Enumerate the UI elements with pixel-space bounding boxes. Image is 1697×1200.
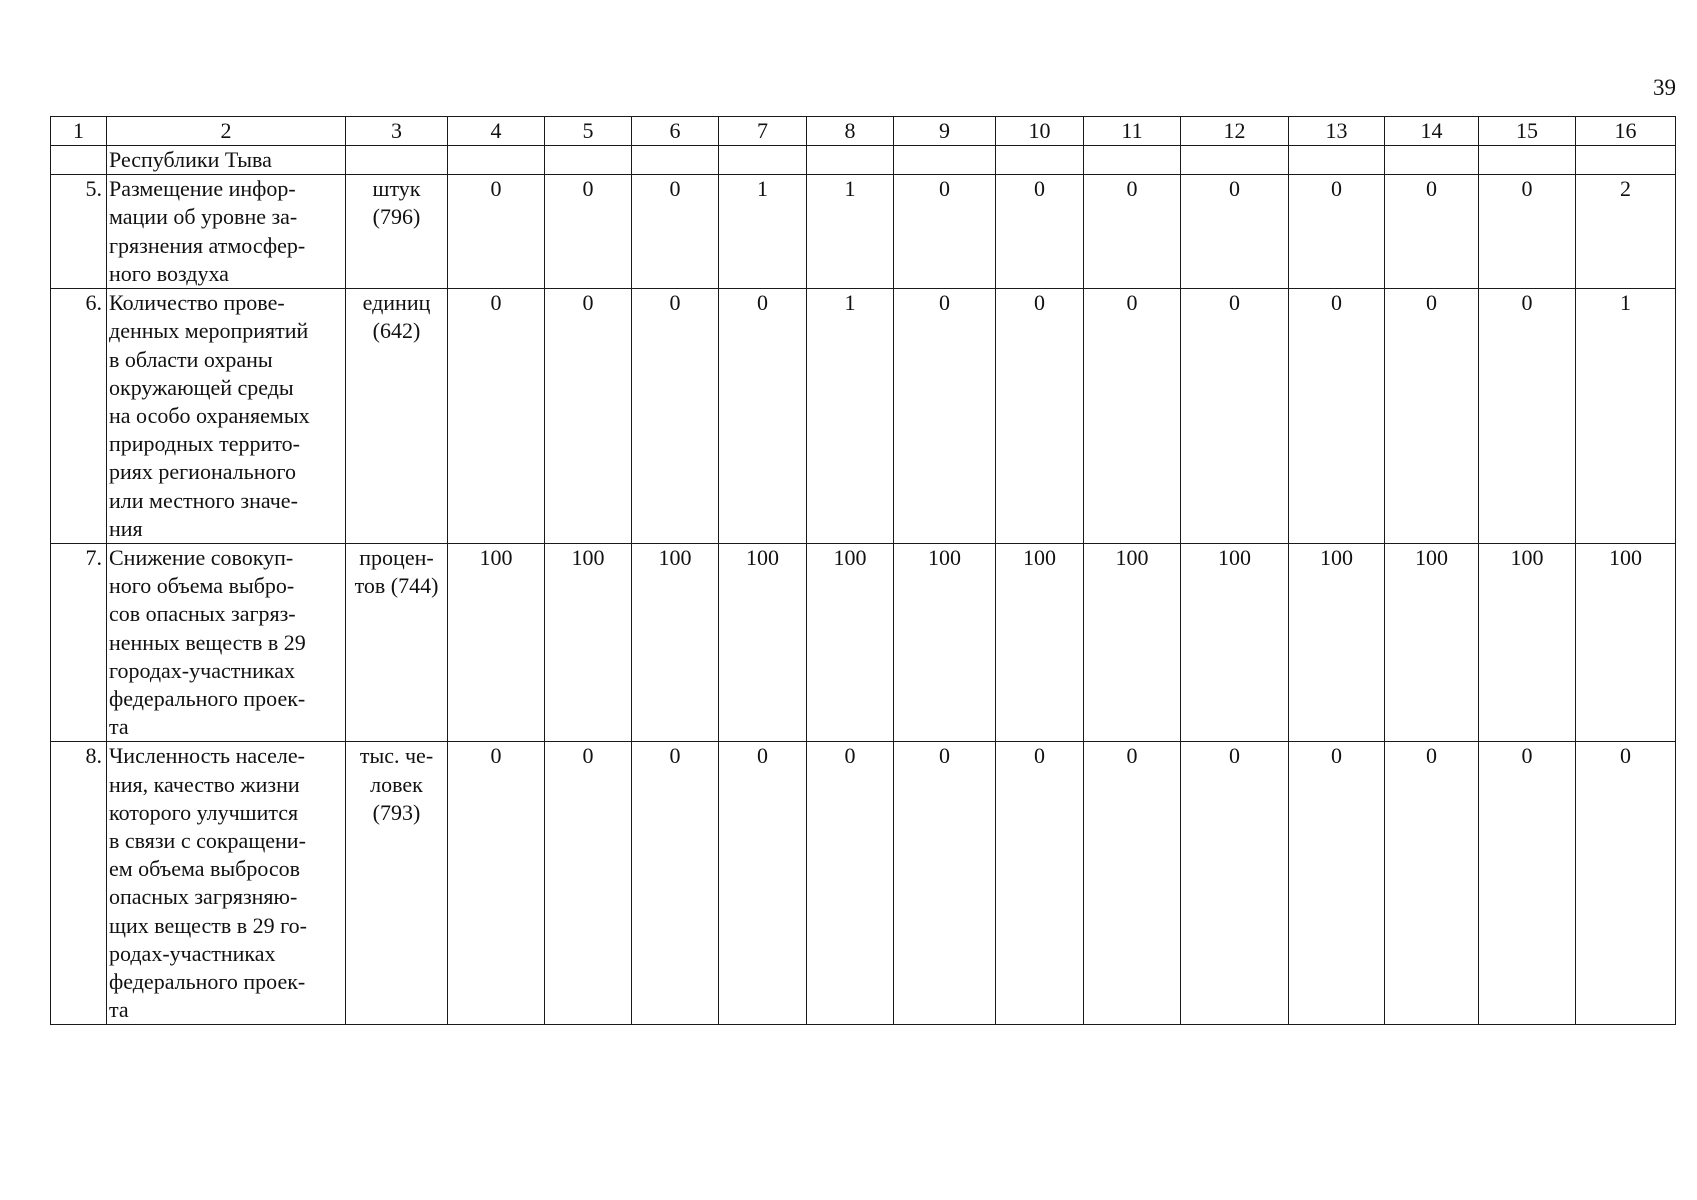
value-cell: 0: [1181, 175, 1289, 289]
value-cell: 2: [1576, 175, 1676, 289]
row-number-cell: [51, 146, 107, 175]
unit-line: единиц: [362, 290, 431, 316]
value-cell: [894, 146, 996, 175]
value-cell: 0: [1084, 742, 1181, 1025]
column-header-11: 11: [1084, 117, 1181, 146]
column-header-4: 4: [448, 117, 545, 146]
unit-line: (793): [372, 799, 421, 825]
unit-line: (642): [372, 318, 421, 344]
value-cell: 100: [996, 544, 1084, 742]
value-cell: 0: [1479, 175, 1576, 289]
value-cell: 1: [807, 175, 894, 289]
indicator-name-cell: [107, 544, 346, 742]
value-cell: 0: [1385, 742, 1479, 1025]
indicator-name-line: окружающей среды: [109, 374, 294, 400]
indicator-name-line: в связи с сокращени-: [109, 828, 306, 854]
value-cell: 0: [996, 742, 1084, 1025]
value-cell: 0: [1479, 289, 1576, 544]
indicator-name-line: которого улучшится: [109, 799, 299, 825]
indicator-row: [51, 544, 1676, 742]
value-cell: 0: [1084, 289, 1181, 544]
value-cell: 0: [807, 742, 894, 1025]
value-cell: 0: [1385, 175, 1479, 289]
value-cell: 0: [1479, 742, 1576, 1025]
indicator-name-line: та: [109, 714, 129, 740]
value-cell: 0: [1385, 289, 1479, 544]
value-cell: 100: [1385, 544, 1479, 742]
value-cell: 0: [448, 742, 545, 1025]
indicator-name-cell: [107, 289, 346, 544]
value-cell: 100: [632, 544, 719, 742]
column-header-2: 2: [107, 117, 346, 146]
indicator-name-line: городах-участниках: [109, 657, 296, 683]
value-cell: [448, 146, 545, 175]
column-header-9: 9: [894, 117, 996, 146]
column-header-3: 3: [346, 117, 448, 146]
value-cell: 100: [807, 544, 894, 742]
indicator-name-line: ного объема выбро-: [109, 573, 295, 599]
indicator-name-line: Снижение совокуп-: [109, 545, 294, 571]
value-cell: 100: [448, 544, 545, 742]
column-header-14: 14: [1385, 117, 1479, 146]
value-cell: 100: [545, 544, 632, 742]
value-cell: 0: [1576, 742, 1676, 1025]
value-cell: 0: [448, 289, 545, 544]
value-cell: 0: [1289, 175, 1385, 289]
indicator-name-line: родах-участниках: [109, 940, 276, 966]
value-cell: 1: [719, 175, 807, 289]
value-cell: [1084, 146, 1181, 175]
value-cell: 0: [894, 742, 996, 1025]
row-number-cell: 6.: [51, 289, 107, 544]
indicator-name-line: или местного значе-: [109, 487, 298, 513]
indicator-name-line: щих веществ в 29 го-: [109, 912, 307, 938]
value-cell: [1181, 146, 1289, 175]
value-cell: 100: [1084, 544, 1181, 742]
indicator-row: [51, 742, 1676, 1025]
value-cell: 100: [1576, 544, 1676, 742]
indicator-name-line: ния, качество жизни: [109, 771, 300, 797]
column-header-10: 10: [996, 117, 1084, 146]
indicator-name-line: мации об уровне за-: [109, 204, 298, 230]
value-cell: [719, 146, 807, 175]
unit-cell: [346, 544, 448, 742]
value-cell: [1479, 146, 1576, 175]
column-header-1: 1: [51, 117, 107, 146]
value-cell: 0: [1084, 175, 1181, 289]
value-cell: 0: [996, 175, 1084, 289]
column-header-7: 7: [719, 117, 807, 146]
value-cell: 0: [719, 289, 807, 544]
indicator-name-cell: [107, 742, 346, 1025]
value-cell: 0: [545, 289, 632, 544]
value-cell: 100: [719, 544, 807, 742]
value-cell: [545, 146, 632, 175]
column-header-5: 5: [545, 117, 632, 146]
value-cell: 0: [1289, 742, 1385, 1025]
value-cell: 0: [1181, 742, 1289, 1025]
value-cell: 100: [1181, 544, 1289, 742]
indicator-name-line: денных мероприятий: [109, 318, 309, 344]
unit-line: штук: [372, 176, 421, 202]
indicator-name-line: Республики Тыва: [109, 147, 272, 172]
indicator-row: [51, 175, 1676, 289]
value-cell: 100: [894, 544, 996, 742]
indicator-name-line: ного воздуха: [109, 260, 229, 286]
unit-cell: [346, 146, 448, 175]
continuation-row: [51, 146, 1676, 175]
column-header-6: 6: [632, 117, 719, 146]
indicator-name-line: на особо охраняемых: [109, 403, 310, 429]
unit-cell: [346, 175, 448, 289]
value-cell: 0: [632, 175, 719, 289]
indicator-name-line: опасных загрязняю-: [109, 884, 298, 910]
value-cell: 1: [807, 289, 894, 544]
value-cell: 0: [448, 175, 545, 289]
column-header-12: 12: [1181, 117, 1289, 146]
unit-line: тыс. че-: [359, 743, 434, 769]
indicator-row: [51, 289, 1676, 544]
value-cell: 100: [1479, 544, 1576, 742]
indicator-name-line: ем объема выбросов: [109, 856, 301, 882]
unit-cell: [346, 289, 448, 544]
value-cell: 0: [1181, 289, 1289, 544]
page-number: 39: [1653, 75, 1676, 100]
value-cell: [996, 146, 1084, 175]
indicator-name-line: грязнения атмосфер-: [109, 232, 306, 258]
column-number-row: [51, 117, 1676, 146]
indicator-table: [50, 116, 1676, 1025]
value-cell: 0: [545, 175, 632, 289]
unit-cell: [346, 742, 448, 1025]
value-cell: 0: [632, 289, 719, 544]
indicator-name-line: Размещение инфор-: [109, 176, 296, 202]
indicator-name-line: в области охраны: [109, 346, 273, 372]
value-cell: 0: [632, 742, 719, 1025]
value-cell: [1289, 146, 1385, 175]
value-cell: 0: [719, 742, 807, 1025]
column-header-8: 8: [807, 117, 894, 146]
indicator-name-line: Количество прове-: [109, 290, 285, 316]
indicator-name-line: та: [109, 997, 129, 1023]
value-cell: [1576, 146, 1676, 175]
value-cell: [1385, 146, 1479, 175]
indicator-name-cell: [107, 146, 346, 175]
value-cell: 0: [894, 175, 996, 289]
value-cell: 0: [894, 289, 996, 544]
unit-line: (796): [372, 204, 421, 230]
unit-line: тов (744): [354, 573, 439, 599]
indicator-name-line: федерального проек-: [109, 969, 306, 995]
unit-line: ловек: [370, 771, 423, 797]
unit-line: процен-: [359, 545, 434, 571]
value-cell: [632, 146, 719, 175]
row-number-cell: 8.: [51, 742, 107, 1025]
value-cell: 0: [996, 289, 1084, 544]
column-header-16: 16: [1576, 117, 1676, 146]
indicator-name-line: природных террито-: [109, 431, 300, 457]
indicator-name-cell: [107, 175, 346, 289]
column-header-15: 15: [1479, 117, 1576, 146]
row-number-cell: 7.: [51, 544, 107, 742]
value-cell: 0: [545, 742, 632, 1025]
row-number-cell: 5.: [51, 175, 107, 289]
indicator-name-line: риях регионального: [109, 459, 296, 485]
indicator-name-line: сов опасных загряз-: [109, 601, 296, 627]
value-cell: 1: [1576, 289, 1676, 544]
indicator-name-line: Численность населе-: [109, 743, 305, 769]
indicator-name-line: ния: [109, 515, 143, 541]
value-cell: 0: [1289, 289, 1385, 544]
value-cell: [807, 146, 894, 175]
value-cell: 100: [1289, 544, 1385, 742]
column-header-13: 13: [1289, 117, 1385, 146]
indicator-name-line: федерального проек-: [109, 686, 306, 712]
indicator-name-line: ненных веществ в 29: [109, 629, 306, 655]
